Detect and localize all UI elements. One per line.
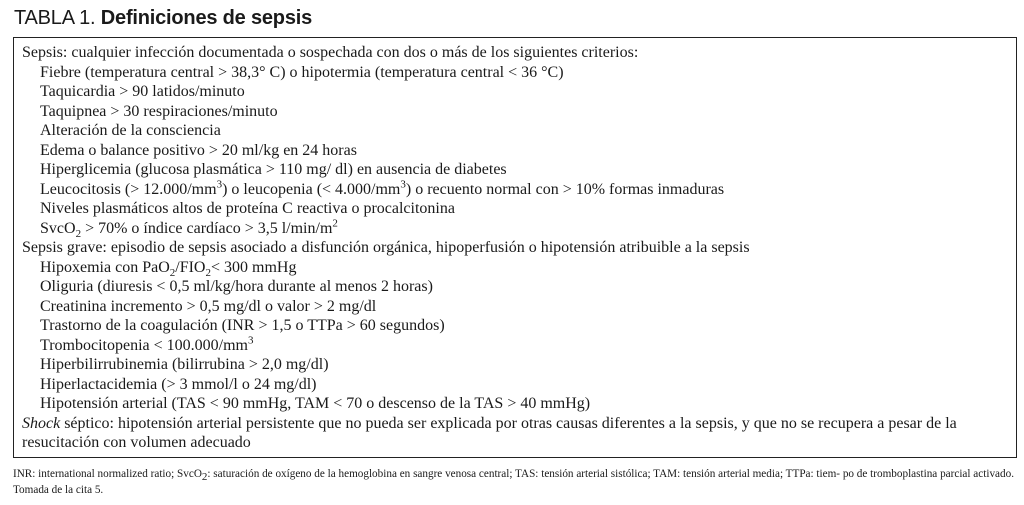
severe-sepsis-header: Sepsis grave: episodio de sepsis asociado a disfunción orgánica, hipoperfusión o hipotensión atribuible a la sepsis bbox=[22, 239, 750, 256]
criterion-coagulation: Trastorno de la coagulación (INR > 1,5 o TTPa > 60 segundos) bbox=[40, 317, 445, 334]
criterion-hypotension: Hipotensión arterial (TAS < 90 mmHg, TAM < 70 o descenso de la TAS > 40 mmHg) bbox=[40, 395, 591, 412]
criterion-thrombocytopenia: Trombocitopenia < $100.000/mm^3$ bbox=[40, 334, 254, 354]
criterion-hypoxemia: Hipoxemia con $PaO_2/FIO_2< 300$ mmHg bbox=[40, 258, 297, 279]
septic-shock-definition: Shock séptico: hipotensión arterial persistente que no pueda ser explicada por otras causas diferentes a la sepsis, y que no se recupera a pesar de la resucitación con volumen adecuado bbox=[22, 414, 957, 451]
table-number: TABLA 1. bbox=[14, 7, 96, 29]
definitions-table bbox=[13, 37, 1017, 458]
table-name: Definiciones de sepsis bbox=[100, 7, 313, 29]
criterion-leukocytosis: Leucocitosis (> $12.000/mm^3$) o leucopenia (< $4.000/mm^3$) o recuento normal con > 10% formas inmaduras bbox=[40, 178, 725, 198]
table-title bbox=[14, 6, 312, 30]
criterion-hyperbilirubinemia: Hiperbilirrubinemia (bilirrubina > 2,0 mg/dl) bbox=[40, 356, 329, 373]
criterion-fever: Fiebre (temperatura central > 38,3° C) o hipotermia (temperatura central < 36 °C) bbox=[40, 63, 564, 81]
criterion-creatinine: Creatinina incremento > 0,5 mg/dl o valor > 2 mg/dl bbox=[40, 297, 377, 315]
criterion-consciousness: Alteración de la consciencia bbox=[40, 122, 221, 139]
criterion-oliguria: Oliguria (diuresis < 0,5 ml/kg/hora durante al menos 2 horas) bbox=[40, 278, 433, 295]
criterion-tachycardia: Taquicardia > 90 latidos/minuto bbox=[40, 83, 245, 100]
criterion-edema: Edema o balance positivo > 20 ml/kg en 24 horas bbox=[40, 141, 357, 159]
criterion-hyperlactacidemia: Hiperlactacidemia (> 3 mmol/l o 24 mg/dl) bbox=[40, 375, 317, 393]
criterion-hyperglycemia: Hiperglicemia (glucosa plasmática > 110 mg/ dl) en ausencia de diabetes bbox=[40, 161, 507, 178]
criterion-tachypnea: Taquipnea > 30 respiraciones/minuto bbox=[40, 102, 278, 120]
criterion-svco2: SvcO$_2$ > 70% o índice cardíaco > 3,5 $l/\min/m^2$ bbox=[40, 217, 338, 240]
criterion-crp: Niveles plasmáticos altos de proteína C reactiva o procalcitonina bbox=[40, 200, 455, 217]
table-footnote: INR: international normalized ratio; SvcO$_2$: saturación de oxígeno de la hemoglobina en sangre venosa central; TAS: tensión arterial sistólica; TAM: tensión arterial media; TTPa: tiem- po de tromboplastina parcial activado. Tomada de la cita 5. bbox=[13, 468, 1014, 496]
sepsis-header: Sepsis: cualquier infección documentada o sospechada con dos o más de los siguientes criterios: bbox=[22, 44, 639, 61]
